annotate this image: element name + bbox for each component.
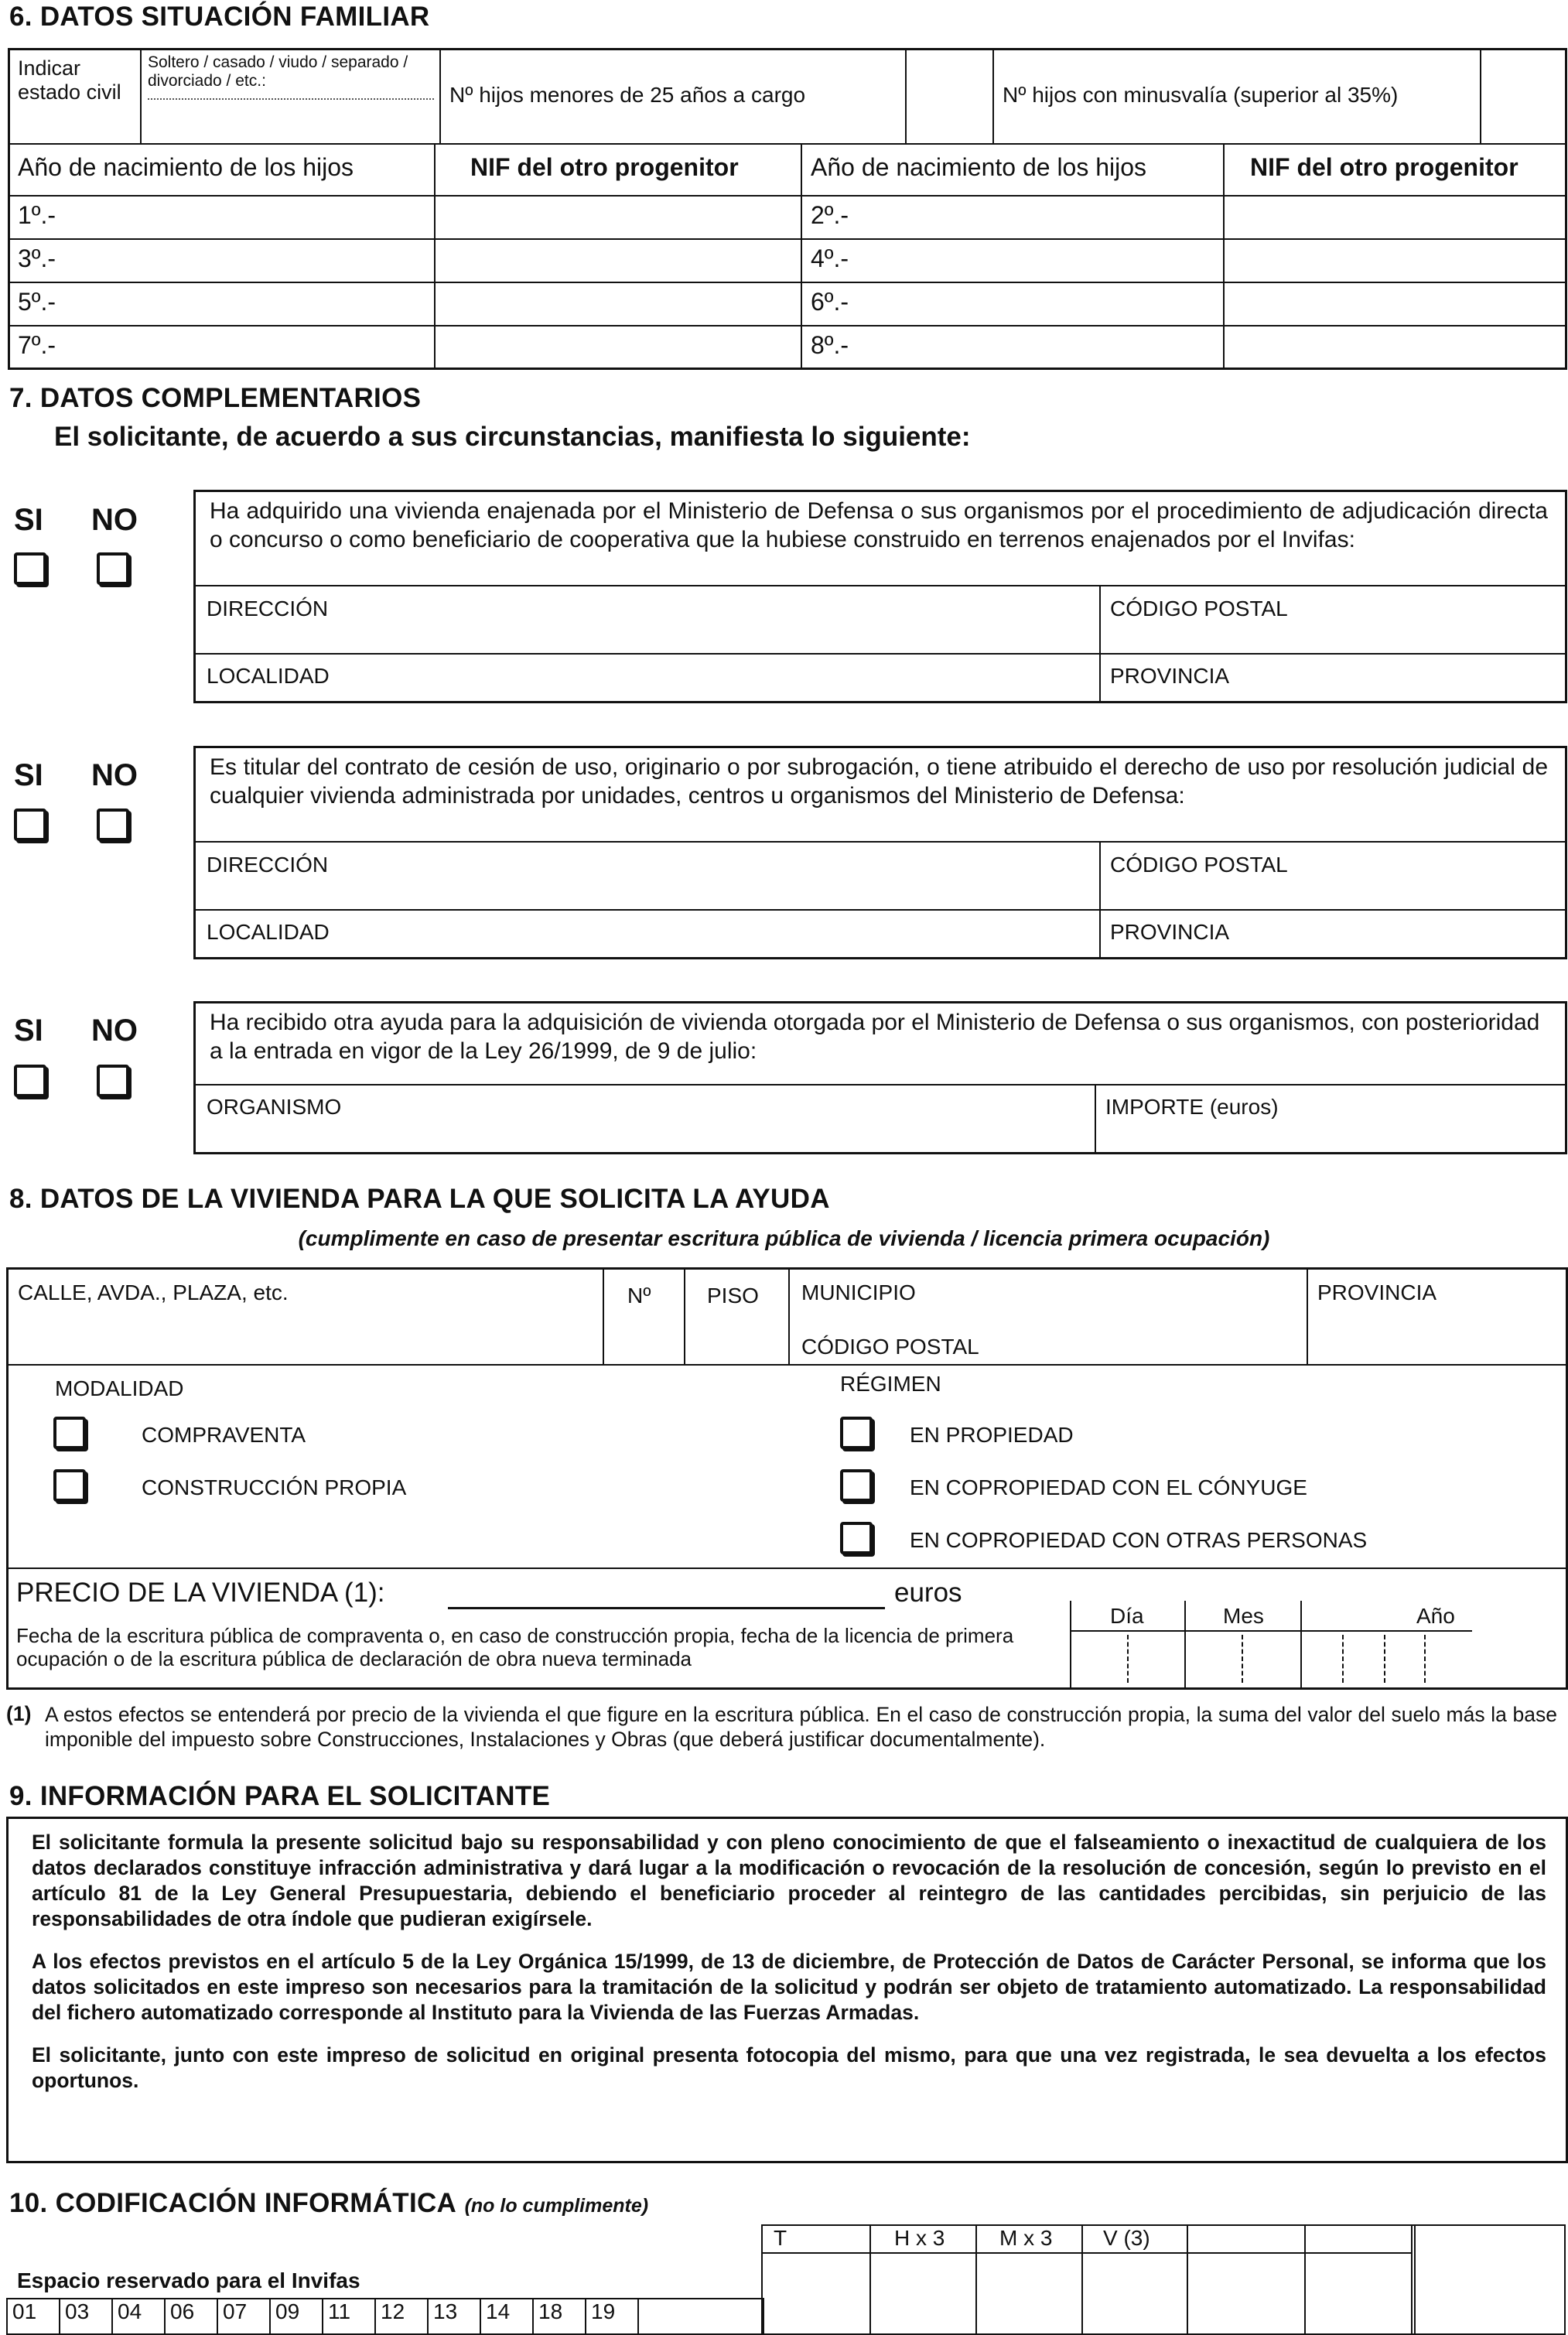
code-cell: 18: [534, 2299, 586, 2333]
housing-provincia-label: PROVINCIA: [1317, 1280, 1437, 1304]
precio-label: PRECIO DE LA VIVIENDA (1):: [16, 1578, 385, 1608]
code-cell: 09: [271, 2299, 323, 2333]
q1-no-label: NO: [91, 503, 138, 537]
section-7-title: 7. DATOS COMPLEMENTARIOS: [9, 383, 422, 413]
col-nif-right: NIF del otro progenitor: [1250, 153, 1518, 181]
q3-text: Ha recibido otra ayuda para la adquisición de vivienda otorgada por el Ministerio de Defensa o sus organismos, con posterioridad a la entrada en vigor de la Ley 26/1999, de 9 de julio:: [210, 1010, 1540, 1064]
info-box: [6, 1817, 1568, 2163]
q3-si-label: SI: [14, 1014, 43, 1048]
q2-si-label: SI: [14, 758, 43, 792]
numero-label: Nº: [627, 1284, 651, 1308]
child-row-1: 1º.-: [18, 201, 56, 229]
q2-localidad-label: LOCALIDAD: [207, 920, 330, 944]
child-row-3: 3º.-: [18, 244, 56, 272]
info-paragraph-1: El solicitante formula la presente solicitud bajo su responsabilidad y con pleno conocimiento de que el falseamiento o inexactitud de cualquiera de los datos declarados constituye infracción administrativa y dará lugar a la modificación o revocación de la resolución de concesión, según lo previsto en el artículo 81 de la Ley General Presupuestaria, debiendo el beneficiario proceder al reintegro de las cantidades percibidas, sin perjuicio de las responsabilidades de otra índole que pudieran exigírsele.: [32, 1831, 1546, 1930]
children-disability-label: Nº hijos con minusvalía (superior al 35%): [1003, 83, 1399, 107]
q1-si-checkbox[interactable]: [14, 552, 46, 585]
q2-si-checkbox[interactable]: [14, 809, 46, 841]
coding-grid: [761, 2224, 1566, 2335]
municipio-label: MUNICIPIO: [801, 1280, 916, 1304]
euros-label: euros: [894, 1578, 962, 1608]
construccion-checkbox[interactable]: [53, 1469, 86, 1502]
code-cell: 12: [376, 2299, 429, 2333]
code-cell: 13: [429, 2299, 481, 2333]
q2-provincia-label: PROVINCIA: [1110, 920, 1230, 944]
code-cell: 04: [113, 2299, 166, 2333]
code-cell: 11: [323, 2299, 376, 2333]
q1-provincia-label: PROVINCIA: [1110, 664, 1230, 688]
q2-direccion-label: DIRECCIÓN: [207, 853, 329, 877]
copropiedad-conyuge-label: EN COPROPIEDAD CON EL CÓNYUGE: [910, 1475, 1307, 1499]
family-table: [8, 48, 1567, 370]
copropiedad-otras-checkbox[interactable]: [840, 1522, 873, 1554]
regimen-label: RÉGIMEN: [840, 1372, 941, 1396]
section-6-title: 6. DATOS SITUACIÓN FAMILIAR: [9, 2, 430, 32]
civil-status-label: Indicar estado civil: [18, 56, 121, 104]
code-cell: 01: [8, 2299, 60, 2333]
footnote-marker: (1): [6, 1702, 32, 1725]
q1-box: [193, 490, 1567, 703]
piso-label: PISO: [707, 1284, 759, 1308]
children-disability-input[interactable]: [1482, 50, 1563, 143]
col-birth-year-left: Año de nacimiento de los hijos: [18, 153, 354, 181]
section-8-subtitle: (cumplimente en caso de presentar escritura pública de vivienda / licencia primera ocupación): [298, 1226, 1270, 1250]
section-7-subtitle: El solicitante, de acuerdo a sus circunstancias, manifiesta lo siguiente:: [54, 422, 971, 452]
q3-box: [193, 1001, 1567, 1154]
q3-si-checkbox[interactable]: [14, 1065, 46, 1097]
codes-row: [6, 2298, 764, 2335]
grid-header-h: H x 3: [894, 2226, 945, 2250]
child-row-4: 4º.-: [811, 244, 849, 272]
precio-input[interactable]: [448, 1607, 885, 1609]
grid-header-m: M x 3: [999, 2226, 1053, 2250]
grid-header-t: T: [774, 2226, 787, 2250]
propiedad-checkbox[interactable]: [840, 1417, 873, 1449]
info-paragraph-3: El solicitante, junto con este impreso de solicitud en original presenta fotocopia del mismo, para que una vez registrada, le sea devuelta a los efectos oportunos.: [32, 2043, 1546, 2092]
fecha-label: Fecha de la escritura pública de compraventa o, en caso de construcción propia, fecha de la licencia de primera ocupación o de la escritura pública de declaración de obra nueva terminada: [16, 1624, 1014, 1670]
civil-status-options: Soltero / casado / viudo / separado / divorciado / etc.:: [148, 53, 408, 90]
q1-direccion-label: DIRECCIÓN: [207, 597, 329, 621]
propiedad-label: EN PROPIEDAD: [910, 1423, 1074, 1447]
children-under-25-label: Nº hijos menores de 25 años a cargo: [449, 83, 806, 107]
footnote-text: A estos efectos se entenderá por precio de la vivienda el que figure en la escritura pública. En el caso de construcción propia, la suma del valor del suelo más la base imponible del impuesto sobre Construcciones, Instalaciones y Obras (que deberá justificar documentalmente).: [45, 1703, 1557, 1751]
col-birth-year-right: Año de nacimiento de los hijos: [811, 153, 1147, 181]
q2-cp-label: CÓDIGO POSTAL: [1110, 853, 1288, 877]
copropiedad-otras-label: EN COPROPIEDAD CON OTRAS PERSONAS: [910, 1528, 1368, 1552]
copropiedad-conyuge-checkbox[interactable]: [840, 1469, 873, 1502]
housing-box: [6, 1267, 1568, 1690]
construccion-label: CONSTRUCCIÓN PROPIA: [142, 1475, 407, 1499]
code-cell: 19: [586, 2299, 639, 2333]
q2-no-checkbox[interactable]: [97, 809, 129, 841]
reserved-label: Espacio reservado para el Invifas: [17, 2268, 360, 2292]
code-cell: 14: [481, 2299, 534, 2333]
ano-label: Año: [1416, 1604, 1455, 1628]
child-row-2: 2º.-: [811, 201, 849, 229]
grid-header-v: V (3): [1103, 2226, 1150, 2250]
children-under-25-input[interactable]: [907, 50, 992, 143]
child-row-5: 5º.-: [18, 288, 56, 316]
compraventa-checkbox[interactable]: [53, 1417, 86, 1449]
code-cell: 06: [166, 2299, 218, 2333]
civil-status-input[interactable]: [148, 98, 434, 100]
calle-label: CALLE, AVDA., PLAZA, etc.: [18, 1280, 289, 1304]
code-cell: 03: [60, 2299, 113, 2333]
code-cell: 07: [218, 2299, 271, 2333]
date-grid[interactable]: [1070, 1601, 1472, 1687]
info-paragraph-2: A los efectos previstos en el artículo 5 de la Ley Orgánica 15/1999, de 13 de diciembre, de Protección de Datos de Carácter Personal, se informa que los datos solicitados en este impreso son necesarios para la tramitación de la solicitud y podrán ser objeto de tratamiento automatizado. La responsabilidad del fichero automatizado corresponde al Instituto para la Vivienda de las Fuerzas Armadas.: [32, 1950, 1546, 2024]
section-10-title-wrap: [9, 2188, 648, 2219]
q3-no-label: NO: [91, 1014, 138, 1048]
dia-label: Día: [1110, 1604, 1144, 1628]
civil-status-row: [10, 50, 1565, 143]
mes-label: Mes: [1223, 1604, 1264, 1628]
compraventa-label: COMPRAVENTA: [142, 1423, 306, 1447]
q1-no-checkbox[interactable]: [97, 552, 129, 585]
q1-localidad-label: LOCALIDAD: [207, 664, 330, 688]
q1-si-label: SI: [14, 503, 43, 537]
modalidad-label: MODALIDAD: [55, 1376, 184, 1400]
child-row-8: 8º.-: [811, 331, 849, 359]
q1-text: Ha adquirido una vivienda enajenada por el Ministerio de Defensa o sus organismos por el procedimiento de adjudicación directa o concurso o como beneficiario de cooperativa que la hubiese construido en terrenos enajenados por el Invifas:: [210, 498, 1548, 552]
section-10-title: 10. CODIFICACIÓN INFORMÁTICA: [9, 2188, 457, 2218]
q3-organismo-label: ORGANISMO: [207, 1095, 342, 1119]
child-row-7: 7º.-: [18, 331, 56, 359]
q2-no-label: NO: [91, 758, 138, 792]
q3-importe-label: IMPORTE (euros): [1105, 1095, 1279, 1119]
housing-cp-label: CÓDIGO POSTAL: [801, 1335, 979, 1359]
child-row-6: 6º.-: [811, 288, 849, 316]
q2-text: Es titular del contrato de cesión de uso, originario o por subrogación, o tiene atribuido el derecho de uso por resolución judicial de cualquier vivienda administrada por unidades, centros u organismos del Ministerio de Defensa:: [210, 754, 1548, 809]
section-8-title: 8. DATOS DE LA VIVIENDA PARA LA QUE SOLICITA LA AYUDA: [9, 1184, 830, 1214]
section-9-title: 9. INFORMACIÓN PARA EL SOLICITANTE: [9, 1781, 551, 1811]
q3-no-checkbox[interactable]: [97, 1065, 129, 1097]
section-10-note: (no lo cumplimente): [464, 2195, 649, 2217]
q1-cp-label: CÓDIGO POSTAL: [1110, 597, 1288, 621]
col-nif-left: NIF del otro progenitor: [470, 153, 739, 181]
q2-box: [193, 746, 1567, 959]
